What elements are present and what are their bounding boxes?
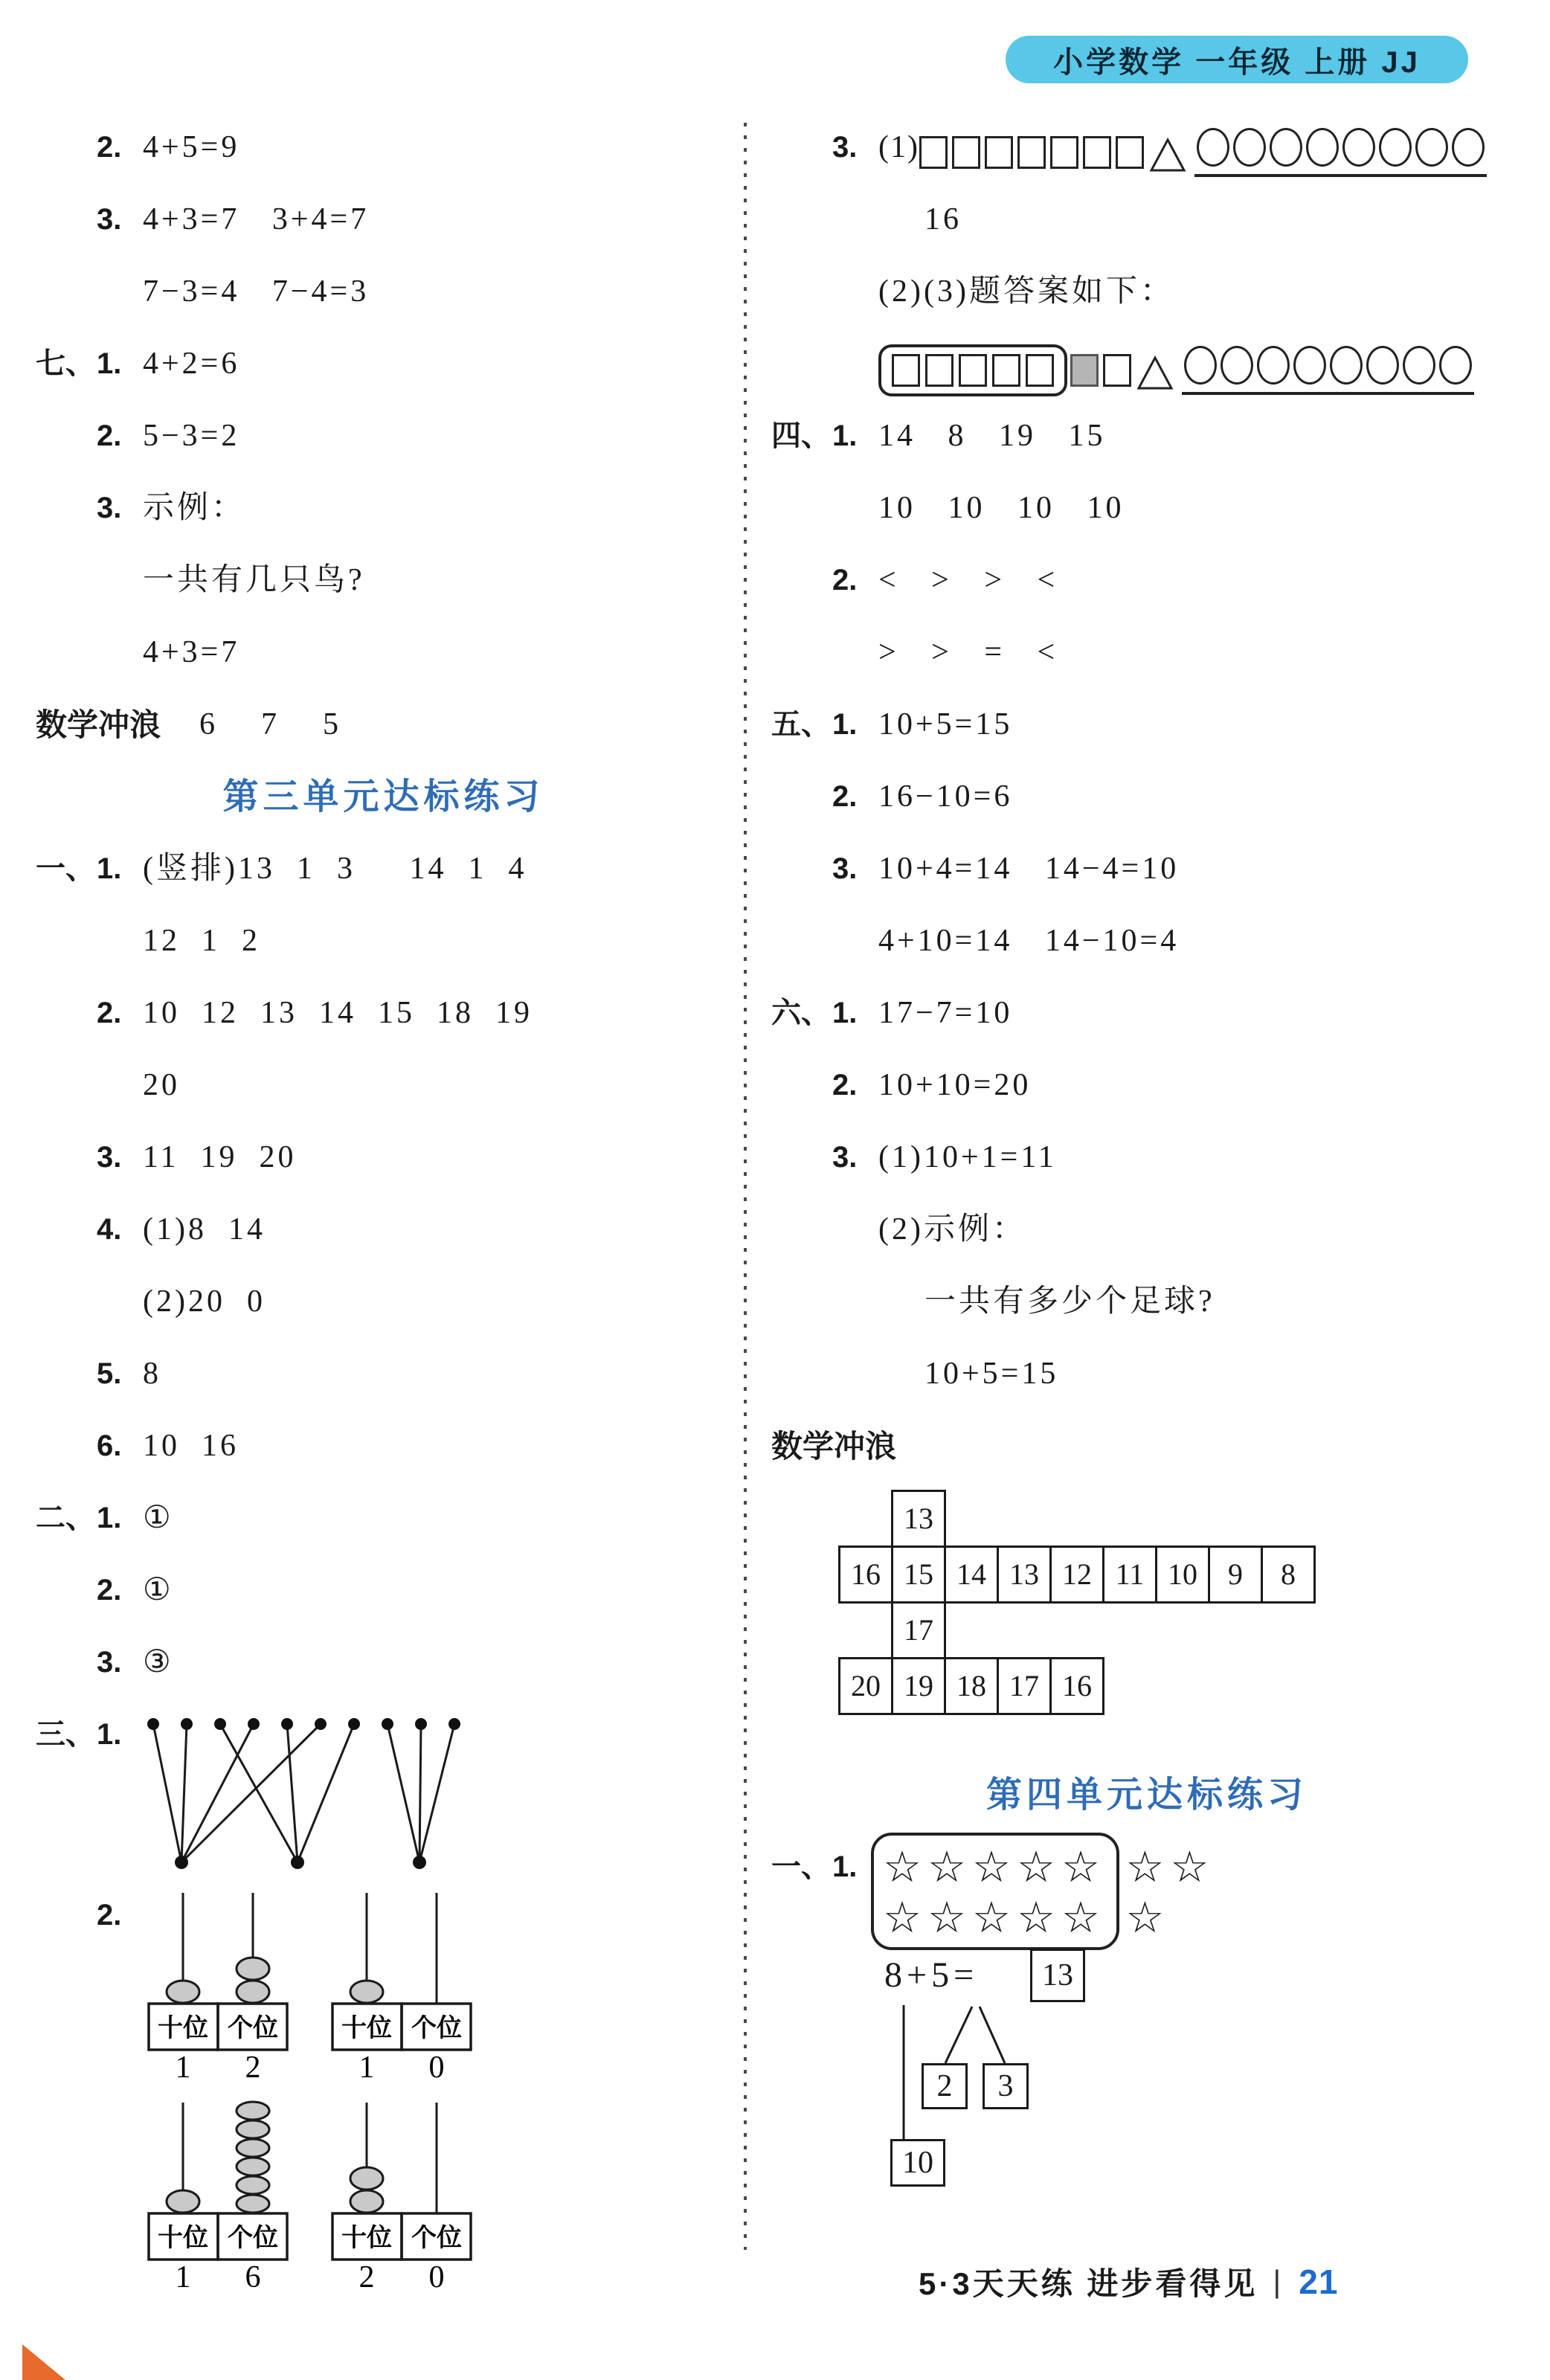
answer-line — [36, 1482, 731, 1554]
answer-text: ③ — [143, 1645, 174, 1679]
circle-shape — [1342, 128, 1375, 167]
answer-line — [771, 1338, 1522, 1410]
answer-text: 4+2=6 — [143, 347, 240, 381]
item-number: 3. — [832, 852, 858, 885]
item-number: 2. — [832, 564, 858, 596]
item-number: 2. — [97, 1574, 122, 1606]
abacus-figure — [327, 2097, 475, 2296]
item-number: 1. — [832, 1850, 858, 1883]
section-marker: 三、 — [36, 1718, 95, 1751]
section-marker: 一、 — [36, 852, 95, 885]
abacus-exercise-line — [36, 1879, 731, 2296]
abacus-figure — [143, 1887, 292, 2086]
answer-line — [771, 1122, 1522, 1194]
answer-line — [36, 833, 731, 905]
circle-shape — [1330, 346, 1363, 385]
answer-line — [36, 977, 731, 1049]
item-number: 1. — [832, 708, 858, 741]
answer-text: 10 12 13 14 15 18 19 — [143, 996, 533, 1030]
item-number: 2. — [832, 1069, 858, 1101]
answer-text: 一共有多少个足球? — [924, 1284, 1215, 1319]
grid-cell-main-row: 15 — [891, 1546, 946, 1604]
answer-line — [771, 1194, 1522, 1266]
make-ten-figure — [884, 1949, 1345, 2194]
page-number: 21 — [1299, 2262, 1339, 2301]
answer-line — [771, 977, 1522, 1049]
answer-text: 14 8 19 15 — [878, 419, 1106, 453]
answer-line — [36, 905, 731, 977]
square-shape — [892, 354, 920, 387]
square-shape — [992, 354, 1020, 387]
answer-text: 10+10=20 — [878, 1068, 1032, 1102]
svg-text:0: 0 — [428, 2051, 445, 2085]
grid-cell-main-row: 12 — [1049, 1546, 1104, 1604]
grid-cell-main-row: 14 — [944, 1546, 999, 1604]
answer-text: ① — [143, 1501, 174, 1535]
answer-text: (1)10+1=11 — [878, 1140, 1057, 1174]
star-row: ☆☆☆☆☆ ☆ — [883, 1892, 1171, 1943]
answer-text: (竖排)13 1 3 14 1 4 — [143, 852, 527, 886]
answer-text: 16−10=6 — [878, 779, 1013, 814]
square-shape — [1083, 136, 1111, 169]
svg-text:个位: 个位 — [411, 2015, 462, 2042]
item-number: 1. — [97, 1502, 122, 1534]
answer-line — [771, 544, 1522, 617]
shape-answer-line — [771, 112, 1522, 184]
underlined-circles-group — [1182, 346, 1474, 395]
answer-line — [771, 761, 1522, 833]
answer-text: 10+4=14 14−4=10 — [878, 852, 1180, 886]
matching-lines-diagram — [143, 1712, 470, 1879]
svg-text:6: 6 — [245, 2260, 261, 2294]
answer-line — [771, 1410, 1522, 1482]
item-number: 1. — [832, 997, 858, 1029]
abacus-grid — [143, 1879, 479, 2296]
answer-text: 12 1 2 — [143, 924, 260, 958]
item-number: 2. — [97, 997, 122, 1029]
answer-line — [771, 689, 1522, 761]
square-shape — [952, 136, 980, 169]
circle-shape — [1439, 346, 1472, 385]
section-marker: 五、 — [771, 708, 831, 741]
grid-cell-main-row: 13 — [997, 1546, 1052, 1604]
column-divider-dotted-line — [744, 123, 747, 2250]
answer-line — [36, 400, 731, 472]
circle-shape — [1233, 128, 1266, 167]
answer-line — [36, 1194, 731, 1266]
answer-line — [771, 617, 1522, 689]
answer-line — [771, 833, 1522, 905]
answer-text: 10 16 — [143, 1429, 239, 1463]
answer-text: 5−3=2 — [143, 419, 240, 453]
answer-line — [36, 1266, 731, 1338]
abacus-figure — [143, 2097, 292, 2296]
answer-text: 11 19 20 — [143, 1140, 297, 1174]
square-shape — [985, 136, 1013, 169]
svg-text:1: 1 — [358, 2051, 375, 2085]
item-number: 2. — [97, 1899, 122, 1932]
answer-line — [36, 112, 731, 184]
grid-cell-mid: 17 — [891, 1601, 946, 1659]
item-number: 3. — [97, 492, 122, 524]
answer-line — [36, 328, 731, 400]
item-number: 6. — [97, 1429, 122, 1462]
answer-text: 8 — [143, 1357, 161, 1391]
circle-shape — [1221, 346, 1253, 385]
item-number: 5. — [97, 1357, 122, 1390]
answer-text: 17−7=10 — [878, 996, 1013, 1030]
page-footer — [919, 2260, 1338, 2304]
svg-text:1: 1 — [175, 2051, 191, 2085]
unit-title: 第三单元达标练习 — [222, 777, 544, 817]
answer-text: 10+5=15 — [878, 707, 1013, 742]
triangle-shape — [1148, 136, 1187, 173]
item-number: 3. — [97, 1646, 122, 1679]
answer-text: 4+3=7 — [143, 635, 240, 669]
item-number: 2. — [97, 131, 122, 164]
item-number: 1. — [97, 852, 122, 885]
circled-ten-box — [878, 344, 1067, 396]
answer-text: 一共有几只鸟? — [143, 563, 365, 597]
answer-text: 4+10=14 14−10=4 — [878, 924, 1180, 958]
item-number: 3. — [832, 131, 858, 164]
shape-sequence — [878, 328, 1474, 396]
square-shape — [1103, 354, 1131, 387]
section-marker: 一、 — [771, 1850, 831, 1883]
number-cross-grid — [771, 1482, 1522, 1759]
square-shape — [919, 136, 948, 169]
answer-text: 10 10 10 10 — [878, 491, 1125, 525]
subsection-label: 数学冲浪 — [36, 707, 161, 742]
grid-cell-bottom-row: 16 — [1049, 1657, 1104, 1715]
shape-answer-line — [771, 328, 1522, 400]
answer-line — [771, 905, 1522, 977]
answer-line — [771, 400, 1522, 472]
section-marker: 六、 — [771, 997, 831, 1029]
square-shape — [959, 354, 987, 387]
circle-shape — [1379, 128, 1412, 167]
svg-text:个位: 个位 — [228, 2225, 278, 2252]
answer-line — [36, 1410, 731, 1482]
answer-text: ① — [143, 1573, 174, 1607]
answer-text: 7−3=4 7−4=3 — [143, 274, 370, 309]
item-number: 3. — [97, 1141, 122, 1174]
left-answer-column — [36, 112, 731, 2296]
svg-text:2: 2 — [245, 2051, 261, 2085]
grid-cell-main-row: 9 — [1208, 1546, 1263, 1604]
item-number: 1. — [832, 419, 858, 452]
grid-cell-bottom-row: 18 — [944, 1657, 999, 1715]
section-marker: 四、 — [771, 419, 831, 452]
item-number: 2. — [832, 780, 858, 813]
right-answer-column — [771, 112, 1522, 2194]
sub-item-label: (1) — [878, 130, 919, 164]
answer-line — [36, 256, 731, 328]
answer-line — [771, 256, 1522, 328]
star-row: ☆☆☆☆☆ ☆☆ — [883, 1842, 1215, 1892]
answer-text: (2)示例： — [878, 1212, 1026, 1247]
answer-line — [771, 184, 1522, 256]
grid-cell-top: 13 — [891, 1490, 946, 1548]
answer-text: 6 7 5 — [199, 707, 342, 742]
underlined-circles-group — [1194, 128, 1487, 177]
answer-text: (1)8 14 — [143, 1212, 266, 1247]
circle-shape — [1197, 128, 1229, 167]
answer-text: 16 — [924, 202, 962, 237]
answer-line — [36, 689, 731, 761]
grid-cell-main-row: 16 — [838, 1546, 893, 1604]
section-marker: 七、 — [36, 347, 95, 380]
grid-cell-bottom-row: 19 — [891, 1657, 946, 1715]
item-number: 2. — [97, 419, 122, 452]
star-answer-line — [771, 1831, 1522, 1943]
answer-text: 20 — [143, 1068, 180, 1102]
grid-cell-bottom-row: 17 — [997, 1657, 1052, 1715]
answer-line — [36, 1122, 731, 1194]
svg-text:个位: 个位 — [228, 2015, 278, 2042]
grid-cell-main-row: 8 — [1261, 1546, 1316, 1604]
answer-text: < > > < — [878, 563, 1058, 597]
item-number: 3. — [97, 203, 122, 236]
square-shape — [1017, 136, 1046, 169]
square-shape — [1026, 354, 1054, 387]
section-marker: 二、 — [36, 1502, 95, 1534]
circle-shape — [1257, 346, 1290, 385]
sum-box: 13 — [1030, 1949, 1085, 2002]
answer-text: 10+5=15 — [924, 1357, 1059, 1391]
footer-brand-text: 5·3天天练 进步看得见 — [919, 2266, 1258, 2301]
triangle-shape — [1136, 354, 1174, 391]
grid-cell-main-row: 11 — [1102, 1546, 1157, 1604]
answer-line — [36, 184, 731, 256]
answer-text: (2)(3)题答案如下： — [878, 274, 1174, 309]
answer-line — [36, 1338, 731, 1410]
circle-shape — [1415, 128, 1448, 167]
svg-text:0: 0 — [428, 2260, 445, 2294]
edition-badge: 小学数学 一年级 上册 JJ — [1006, 36, 1468, 83]
make-ten-expression: 8+5= — [884, 1955, 979, 1995]
svg-text:十位: 十位 — [158, 2225, 208, 2252]
circle-shape — [1403, 346, 1435, 385]
grid-cell-bottom-row: 20 — [838, 1657, 893, 1715]
svg-text:十位: 十位 — [341, 2225, 392, 2252]
item-number: 1. — [97, 347, 122, 380]
subsection-label: 数学冲浪 — [771, 1429, 897, 1464]
item-number: 4. — [97, 1213, 122, 1246]
unit-title: 第四单元达标练习 — [985, 1775, 1308, 1815]
answer-line — [36, 1049, 731, 1122]
item-number: 1. — [97, 1718, 122, 1751]
svg-text:十位: 十位 — [341, 2015, 392, 2042]
square-shape — [925, 354, 954, 387]
part-box: 2 — [922, 2063, 968, 2109]
answer-line — [36, 544, 731, 617]
answer-text: (2)20 0 — [143, 1284, 266, 1319]
svg-text:2: 2 — [358, 2260, 375, 2294]
answer-line — [771, 1266, 1522, 1338]
grid-cell-main-row: 10 — [1155, 1546, 1210, 1604]
star-figure — [878, 1831, 1215, 1943]
abacus-figure — [327, 1887, 475, 2086]
corner-fold-mark — [22, 2344, 65, 2380]
answer-line — [36, 1627, 731, 1699]
ten-box: 10 — [890, 2139, 945, 2187]
circle-shape — [1293, 346, 1326, 385]
answer-text: 4+3=7 3+4=7 — [143, 202, 370, 237]
square-shape — [1116, 136, 1144, 169]
circled-ten-star-box — [871, 1833, 1119, 1950]
svg-text:十位: 十位 — [158, 2015, 208, 2042]
square-shape — [1050, 136, 1078, 169]
answer-line — [36, 617, 731, 689]
footer-divider: | — [1273, 2264, 1284, 2299]
matching-exercise-line — [36, 1699, 731, 1879]
gray-square-shape — [1070, 354, 1099, 387]
circle-shape — [1452, 128, 1485, 167]
answer-text: 4+5=9 — [143, 130, 240, 164]
item-number: 3. — [832, 1141, 858, 1174]
answer-line — [771, 1049, 1522, 1122]
svg-text:个位: 个位 — [411, 2225, 462, 2252]
answer-line — [36, 472, 731, 544]
answer-text: 示例： — [143, 491, 246, 525]
answer-line — [771, 472, 1522, 544]
circle-shape — [1306, 128, 1339, 167]
circle-shape — [1366, 346, 1399, 385]
part-box: 3 — [983, 2063, 1029, 2109]
shape-sequence — [919, 112, 1487, 177]
answer-line — [36, 1554, 731, 1627]
circle-shape — [1270, 128, 1302, 167]
circle-shape — [1184, 346, 1217, 385]
answer-text: > > = < — [878, 635, 1058, 669]
svg-text:1: 1 — [175, 2260, 191, 2294]
